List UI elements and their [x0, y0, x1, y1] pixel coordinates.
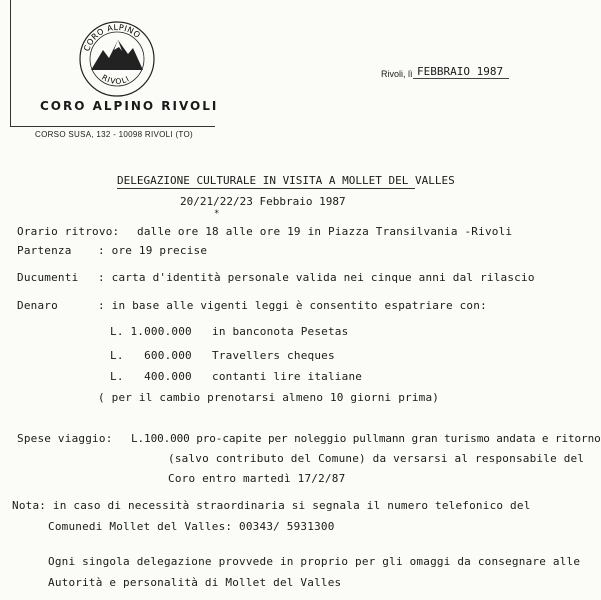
row-partenza-label: Partenza [17, 244, 72, 257]
trip-dates: 20/21/22/23 Febbraio 1987 [180, 195, 346, 208]
money-amount: L. 1.000.000 [110, 325, 192, 338]
closing-line-1: Ogni singola delegazione provvede in proprio per gli omaggi da consegnare alle [48, 555, 581, 568]
letter-date: FEBBRAIO 1987 [417, 65, 504, 78]
organization-address: CORSO SUSA, 132 - 10098 RIVOLI (TO) [35, 130, 193, 139]
spese-line-3: Coro entro martedì 17/2/87 [168, 472, 346, 485]
logo-text-top: CORO ALPINO [82, 22, 143, 53]
row-orario-text: dalle ore 18 alle ore 19 in Piazza Transilvania -Rivoli [137, 225, 513, 238]
organization-name: CORO ALPINO RIVOLI [40, 99, 219, 113]
money-desc: Travellers cheques [212, 349, 335, 362]
date-underline [413, 78, 509, 79]
choir-logo [78, 20, 156, 98]
row-denaro-text: : in base alle vigenti leggi è consentito espatriare con: [98, 299, 487, 312]
row-denaro-label: Denaro [17, 299, 58, 312]
spese-label: Spese viaggio: [17, 432, 113, 445]
row-orario-label: Orario ritrovo: [17, 225, 120, 238]
row-documenti-label: Ducumenti [17, 271, 79, 284]
money-note: ( per il cambio prenotarsi almeno 10 giorni prima) [98, 391, 440, 404]
asterisk-mark: * [214, 209, 220, 219]
money-amount: L. 600.000 [110, 349, 192, 362]
date-place: Rivoli, lì [381, 69, 413, 79]
spese-line-1: L.100.000 pro-capite per noleggio pullmann gran turismo andata e ritorno [131, 432, 601, 445]
row-documenti-text: : carta d'identità personale valida nei cinque anni dal rilascio [98, 271, 535, 284]
nota-line-2: Comunedi Mollet del Valles: 00343/ 5931300 [48, 520, 335, 533]
closing-line-2: Autorità e personalità di Mollet del Valles [48, 576, 342, 589]
spese-line-2: (salvo contributo del Comune) da versarsi al responsabile del [168, 452, 585, 465]
title-underline [117, 188, 415, 189]
money-desc: contanti lire italiane [212, 370, 363, 383]
row-partenza-text: : ore 19 precise [98, 244, 208, 257]
money-amount: L. 400.000 [110, 370, 192, 383]
money-desc: in banconota Pesetas [212, 325, 349, 338]
nota-line-1: Nota: in caso di necessità straordinaria si segnala il numero telefonico del [12, 499, 531, 512]
logo-text-bottom: RIVOLI [100, 72, 132, 87]
document-title: DELEGAZIONE CULTURALE IN VISITA A MOLLET DEL VALLES [117, 174, 455, 187]
